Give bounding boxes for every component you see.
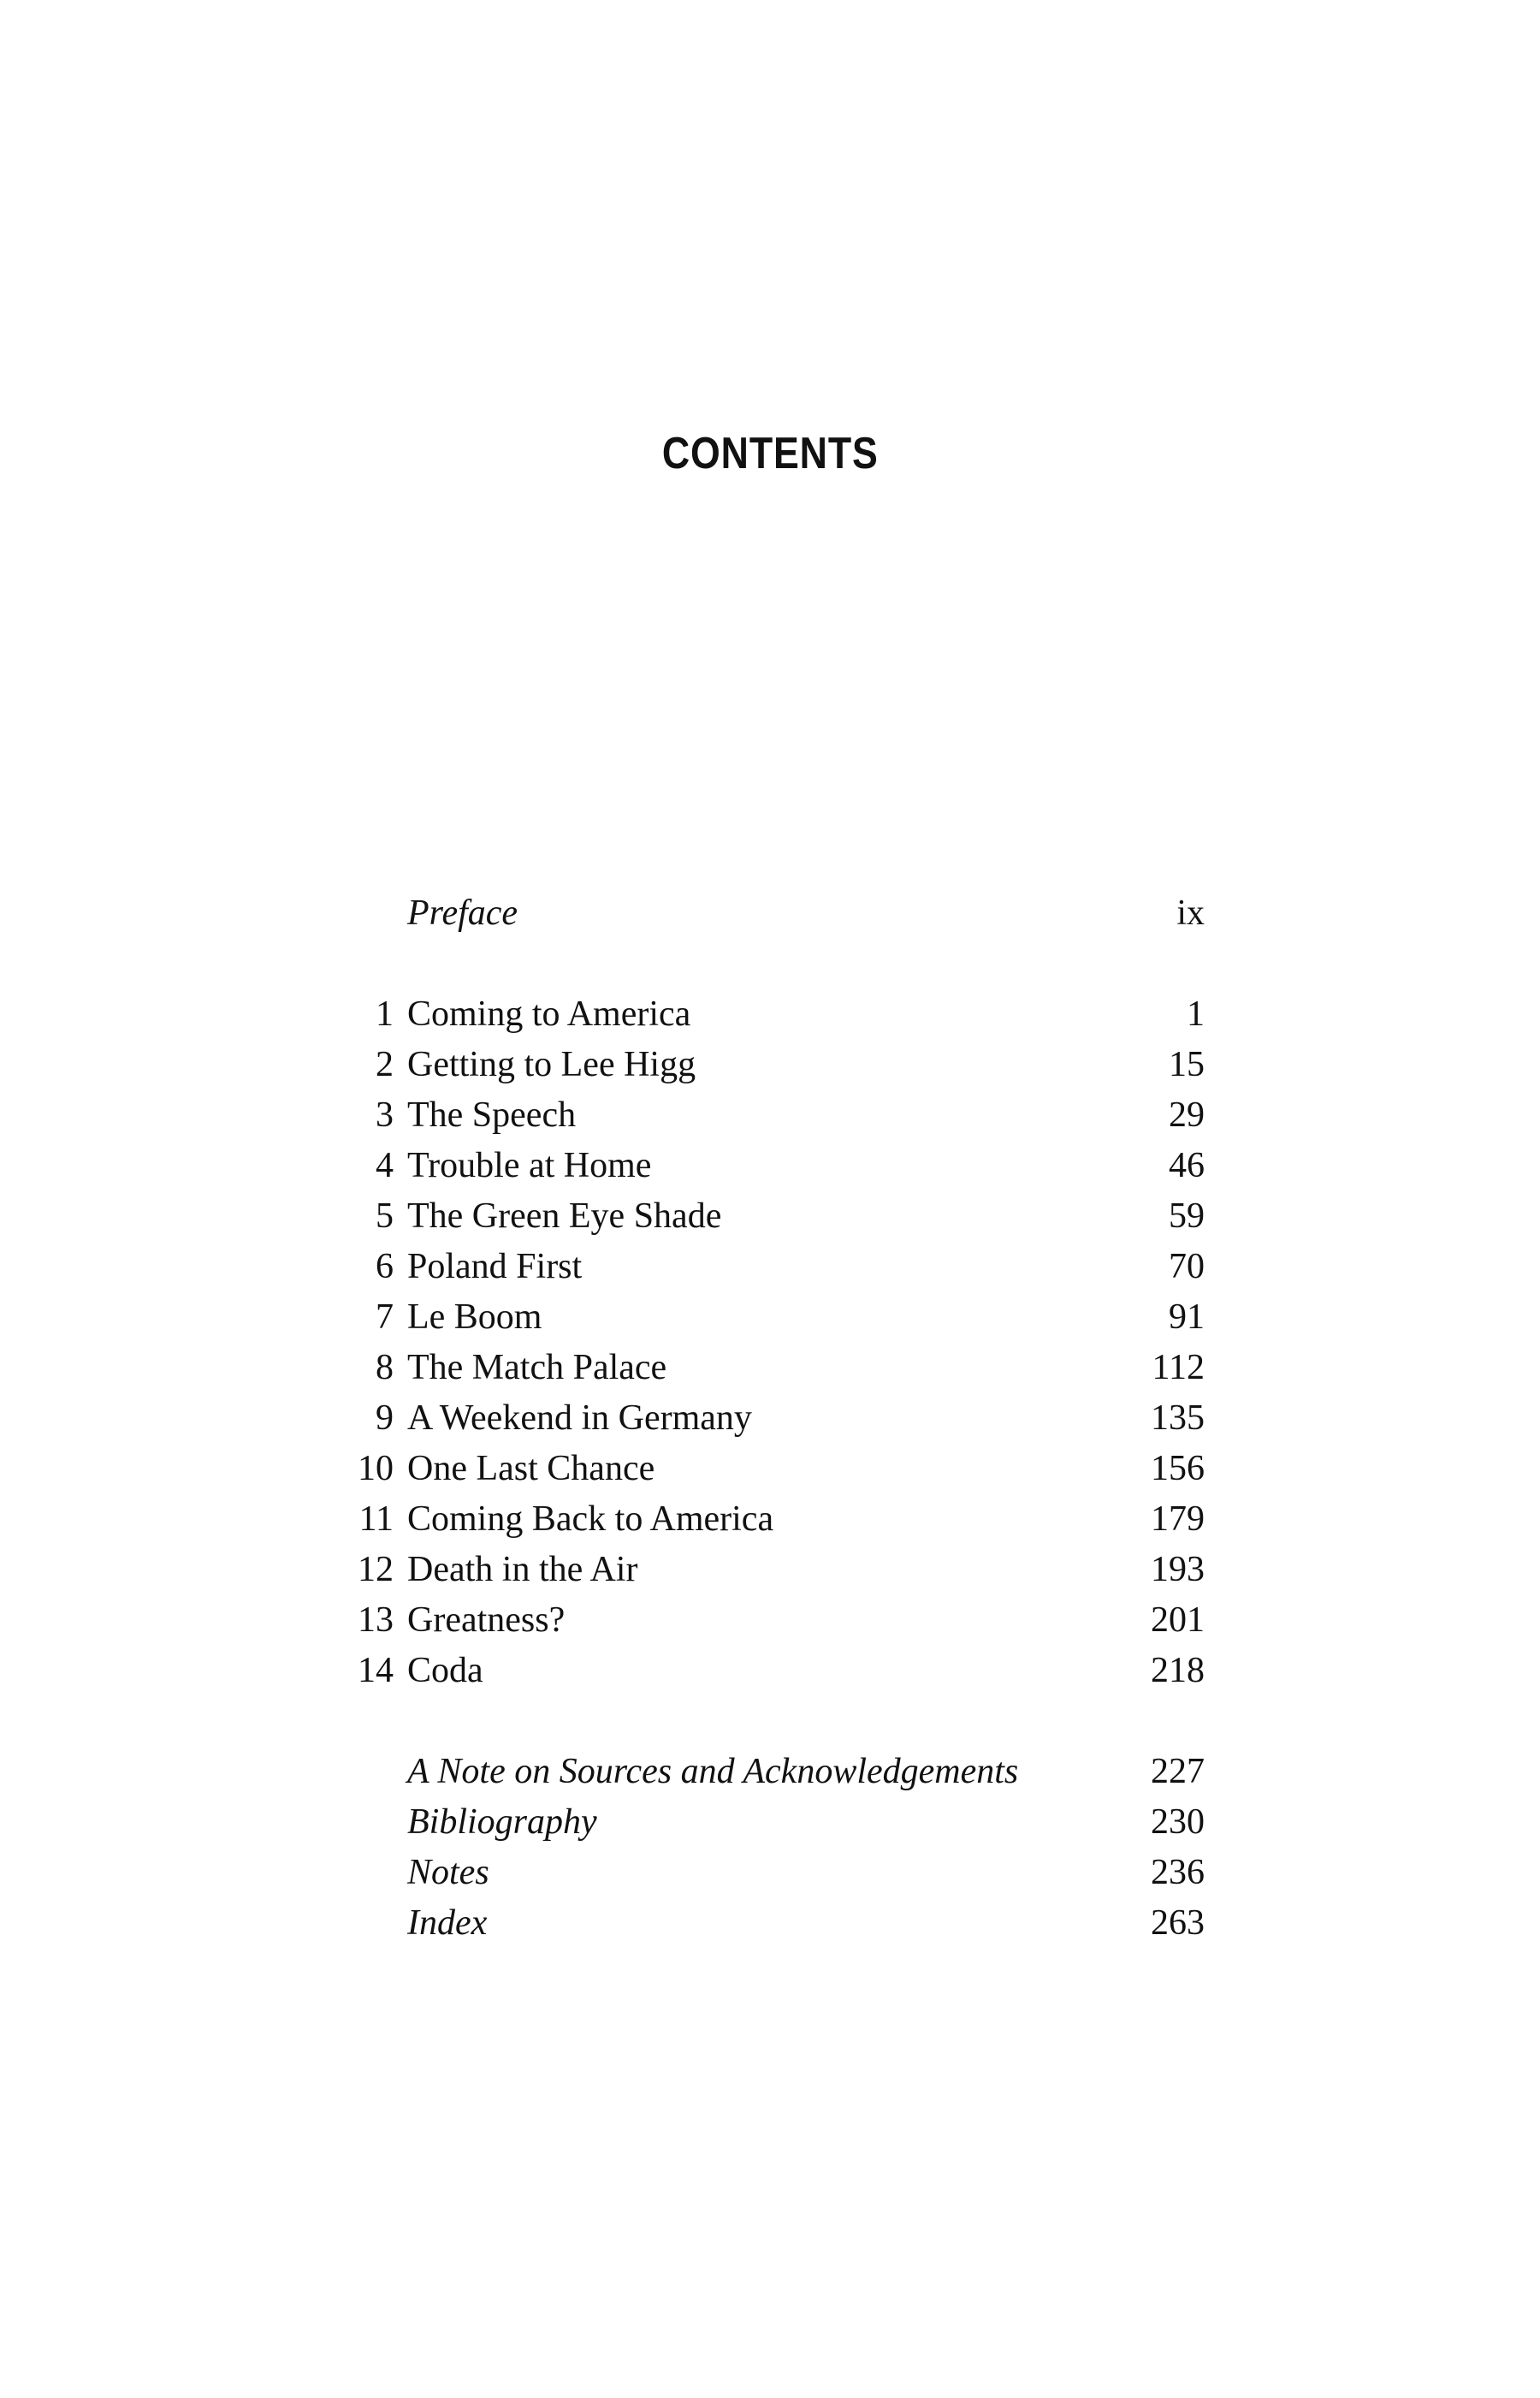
page-title: CONTENTS	[661, 429, 879, 478]
chapter-title: Death in the Air	[407, 1550, 638, 1589]
toc-entry-chapter-13	[0, 1595, 1540, 1646]
chapter-title: The Match Palace	[407, 1348, 667, 1387]
toc-entry-chapter-14	[0, 1646, 1540, 1696]
table-of-contents	[0, 888, 1540, 1949]
toc-entry-sources	[0, 1747, 1540, 1797]
toc-entry-chapter-7	[0, 1292, 1540, 1343]
chapter-number: 2	[376, 1045, 394, 1084]
back-matter-page: 227	[1151, 1752, 1205, 1791]
back-matter-title: Bibliography	[407, 1802, 597, 1842]
chapter-title: Coming to America	[407, 994, 691, 1034]
chapter-page: 135	[1151, 1398, 1205, 1438]
back-matter-title: A Note on Sources and Acknowledgements	[407, 1752, 1019, 1791]
toc-entry-chapter-4	[0, 1141, 1540, 1191]
toc-entry-chapter-12	[0, 1545, 1540, 1595]
section-gap	[0, 939, 1540, 989]
chapter-page: 46	[1169, 1146, 1205, 1185]
toc-entry-notes	[0, 1848, 1540, 1898]
back-matter-page: 263	[1151, 1903, 1205, 1943]
chapter-number: 1	[376, 994, 394, 1034]
chapter-page: 201	[1151, 1600, 1205, 1640]
back-matter-title: Notes	[407, 1853, 489, 1892]
chapter-number: 7	[376, 1297, 394, 1337]
toc-entry-bibliography	[0, 1797, 1540, 1848]
section-gap	[0, 1696, 1540, 1747]
toc-entry-title: Preface	[407, 893, 518, 933]
chapter-number: 8	[376, 1348, 394, 1387]
chapter-number: 14	[358, 1651, 394, 1690]
chapter-title: A Weekend in Germany	[407, 1398, 752, 1438]
back-matter-page: 236	[1151, 1853, 1205, 1892]
chapter-page: 70	[1169, 1247, 1205, 1286]
chapter-title: One Last Chance	[407, 1449, 655, 1488]
chapter-number: 13	[358, 1600, 394, 1640]
chapter-title: Trouble at Home	[407, 1146, 652, 1185]
chapter-number: 9	[376, 1398, 394, 1438]
toc-entry-chapter-9	[0, 1393, 1540, 1444]
back-matter-title: Index	[407, 1903, 488, 1943]
chapter-number: 10	[358, 1449, 394, 1488]
chapter-page: 1	[1187, 994, 1205, 1034]
chapter-number: 12	[358, 1550, 394, 1589]
chapter-title: Coming Back to America	[407, 1499, 774, 1539]
chapter-number: 3	[376, 1095, 394, 1135]
chapter-page: 15	[1169, 1045, 1205, 1084]
toc-entry-chapter-6	[0, 1242, 1540, 1292]
toc-entry-index	[0, 1898, 1540, 1949]
chapter-title: Getting to Lee Higg	[407, 1045, 696, 1084]
chapter-title: The Speech	[407, 1095, 577, 1135]
toc-entry-chapter-8	[0, 1343, 1540, 1393]
toc-entry-chapter-10	[0, 1444, 1540, 1494]
chapter-title: The Green Eye Shade	[407, 1196, 722, 1236]
chapter-page: 29	[1169, 1095, 1205, 1135]
back-matter-page: 230	[1151, 1802, 1205, 1842]
chapter-page: 112	[1152, 1348, 1205, 1387]
toc-entry-page: ix	[1176, 893, 1205, 933]
chapter-number: 11	[358, 1499, 394, 1539]
chapter-page: 193	[1151, 1550, 1205, 1589]
toc-entry-chapter-5	[0, 1191, 1540, 1242]
toc-entry-preface	[0, 888, 1540, 939]
chapter-number: 5	[376, 1196, 394, 1236]
chapter-title: Poland First	[407, 1247, 583, 1286]
chapter-page: 179	[1151, 1499, 1205, 1539]
chapter-page: 59	[1169, 1196, 1205, 1236]
chapter-number: 6	[376, 1247, 394, 1286]
chapter-page: 91	[1169, 1297, 1205, 1337]
chapter-title: Le Boom	[407, 1297, 542, 1337]
chapter-page: 218	[1151, 1651, 1205, 1690]
chapter-title: Greatness?	[407, 1600, 566, 1640]
toc-entry-chapter-11	[0, 1494, 1540, 1545]
toc-entry-chapter-1	[0, 989, 1540, 1040]
chapter-number: 4	[376, 1146, 394, 1185]
chapter-title: Coda	[407, 1651, 483, 1690]
chapter-page: 156	[1151, 1449, 1205, 1488]
toc-entry-chapter-2	[0, 1040, 1540, 1090]
toc-entry-chapter-3	[0, 1090, 1540, 1141]
